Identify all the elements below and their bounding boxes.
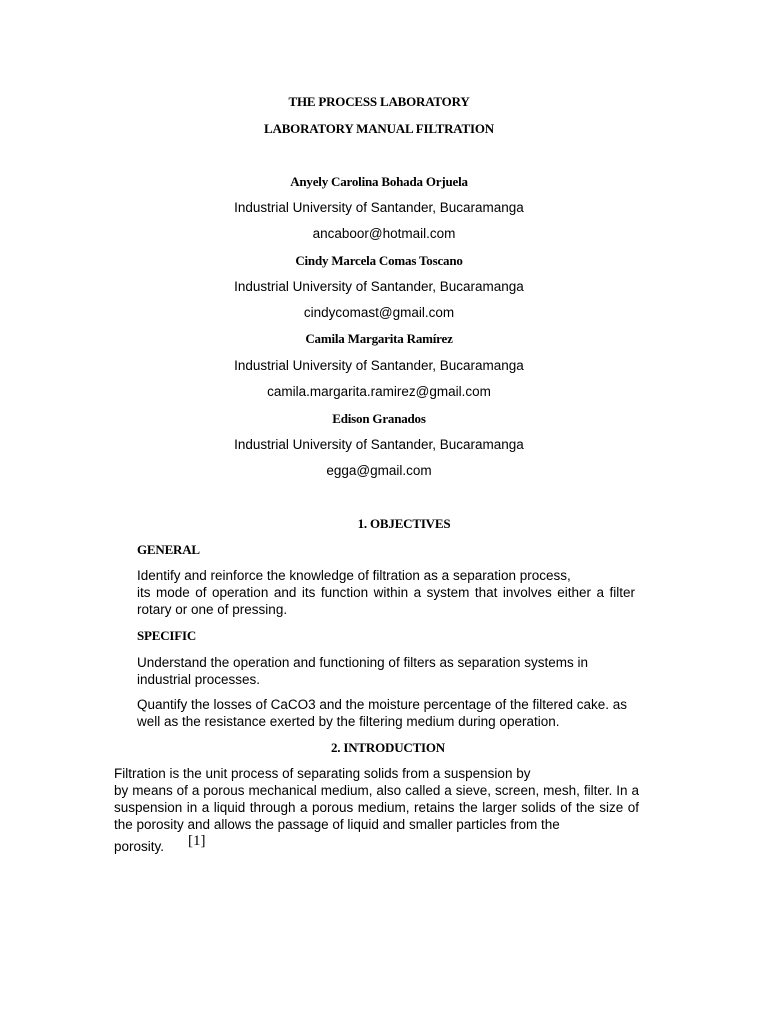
section-heading-introduction: 2. INTRODUCTION [330, 740, 445, 755]
citation-reference[interactable]: [1] [188, 833, 206, 849]
subheading-specific: SPECIFIC [137, 628, 197, 643]
document-title: THE PROCESS LABORATORY [288, 94, 470, 109]
intro-first-line: Filtration is the unit process of separating solids from a suspension by [114, 766, 531, 781]
specific-objective-2: Quantify the losses of CaCO3 and the moisture percentage of the filtered cake. as well as the resistance exerted by the filtering medium during operation. [137, 697, 628, 729]
intro-paragraph: by means of a porous mechanical medium, also called a sieve, screen, mesh, filter. In a suspension in a liquid through a porous medium, retains the larger solids of the size of the porosity and allows the passage of liquid and smaller particles from the [114, 783, 639, 832]
author-name: Anyely Carolina Bohada Orjuela [290, 174, 468, 189]
author-affiliation: Industrial University of Santander, Bucaramanga [234, 358, 524, 373]
author-affiliation: Industrial University of Santander, Bucaramanga [234, 200, 524, 215]
general-objective-line: Identify and reinforce the knowledge of filtration as a separation process, [137, 568, 571, 583]
author-affiliation: Industrial University of Santander, Bucaramanga [234, 279, 524, 294]
general-objective-text: its mode of operation and its function within a system that involves either a filter rotary or one of pressing. [137, 585, 635, 617]
author-email: egga@gmail.com [326, 463, 432, 478]
author-email: ancaboor@hotmail.com [312, 226, 456, 241]
author-affiliation: Industrial University of Santander, Bucaramanga [234, 437, 524, 452]
author-name: Cindy Marcela Comas Toscano [295, 253, 463, 268]
author-name: Edison Granados [332, 411, 426, 426]
author-email: cindycomast@gmail.com [303, 305, 455, 320]
document-subtitle: LABORATORY MANUAL FILTRATION [264, 121, 494, 136]
author-email: camila.margarita.ramirez@gmail.com [267, 384, 491, 399]
intro-last-word: porosity. [114, 839, 165, 854]
author-name: Camila Margarita Ramírez [305, 331, 453, 346]
section-heading-objectives: 1. OBJECTIVES [357, 516, 451, 531]
subheading-general: GENERAL [137, 542, 200, 557]
specific-objective-1: Understand the operation and functioning of filters as separation systems in industrial processes. [137, 655, 589, 687]
